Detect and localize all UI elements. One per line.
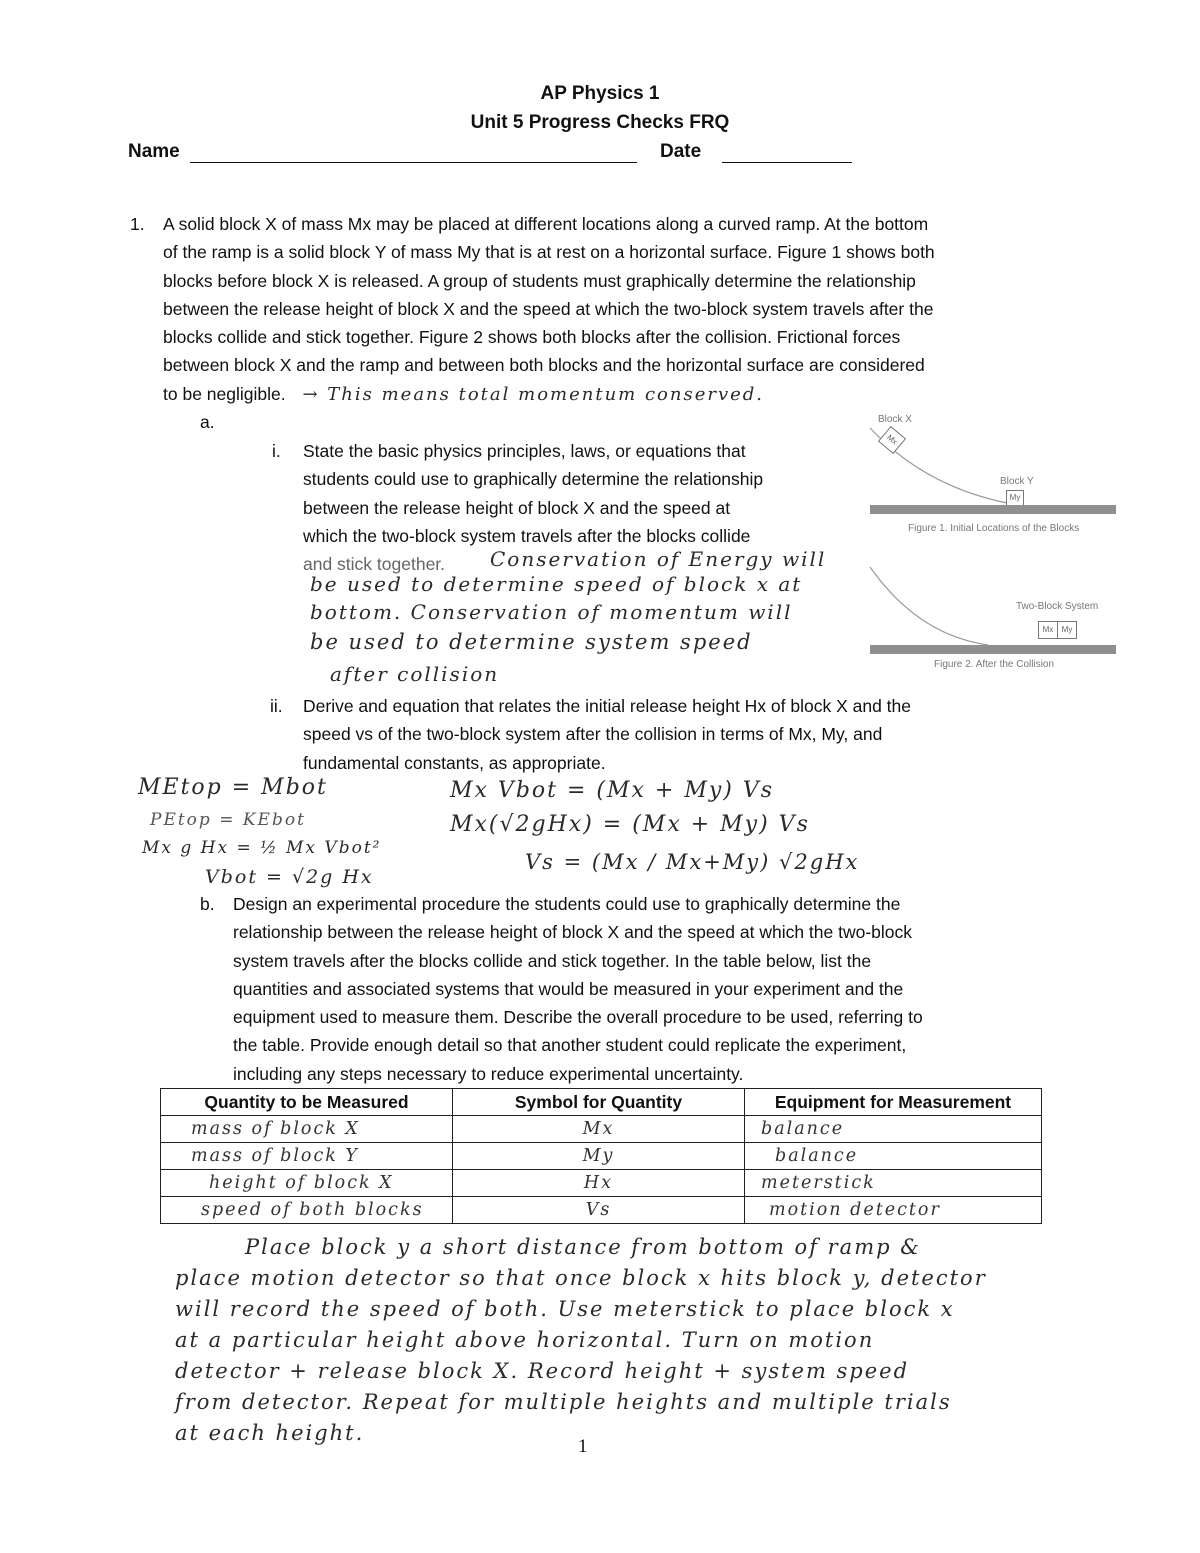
part-a-label: a. <box>200 412 215 432</box>
question-line: blocks collide and stick together. Figure 2 shows both blocks after the collision. Frictional forces <box>163 327 901 348</box>
ramp-curve <box>868 410 1118 510</box>
date-field[interactable] <box>722 162 852 163</box>
handwritten-note: → This means total momentum conserved. <box>302 383 765 405</box>
part-a-i-prompt <box>303 437 848 550</box>
question-line: between the release height of block X and the speed at which the two-block system travels after the <box>163 298 934 319</box>
prompt-line: fundamental constants, as appropriate. <box>303 752 606 773</box>
prompt-line: State the basic physics principles, laws, or equations that <box>303 441 746 461</box>
table-row <box>161 1170 1042 1197</box>
table-header-row <box>161 1089 1042 1116</box>
procedure-line: detector + release block X. Record height + system speed <box>175 1359 910 1383</box>
figure-1-caption: Figure 1. Initial Locations of the Blocks <box>908 523 1080 534</box>
table-header: Equipment for Measurement <box>745 1089 1042 1116</box>
date-label: Date <box>660 141 702 162</box>
table-cell[interactable]: mass of block Y <box>161 1143 453 1170</box>
prompt-line: speed vs of the two-block system after the collision in terms of Mx, My, and <box>303 724 883 745</box>
prompt-line: including any steps necessary to reduce experimental uncertainty. <box>233 1063 744 1084</box>
question-last-text: to be negligible. <box>163 383 286 404</box>
procedure-line: from detector. Repeat for multiple heights and multiple trials <box>175 1390 952 1414</box>
question-number: 1. <box>130 214 145 234</box>
procedure-answer <box>175 1232 1075 1449</box>
prompt-line: Design an experimental procedure the students could use to graphically determine the <box>233 894 901 914</box>
table-cell[interactable]: height of block X <box>161 1170 453 1197</box>
question-line: A solid block X of mass Mx may be placed at different locations along a curved ramp. At the bottom <box>163 214 929 234</box>
work-line: Mx g Hx = ½ Mx Vbot² <box>142 838 382 858</box>
answer-line: be used to determine system speed <box>310 630 753 654</box>
figure-2-caption: Figure 2. After the Collision <box>934 659 1055 670</box>
two-block-system-label: Two-Block System <box>1016 601 1099 612</box>
block-x: Mx <box>1038 621 1058 639</box>
prompt-line: Derive and equation that relates the initial release height Hx of block X and the <box>303 696 912 716</box>
prompt-line: quantities and associated systems that would be measured in your experiment and the <box>233 978 904 999</box>
question-line: of the ramp is a solid block Y of mass My that is at rest on a horizontal surface. Figure 1 shows both <box>163 242 935 263</box>
work-line: Vs = (Mx / Mx+My) √2gHx <box>525 850 860 874</box>
answer-line: Conservation of Energy will <box>490 547 827 571</box>
question-body <box>163 210 1063 409</box>
prompt-line: equipment used to measure them. Describe the overall procedure to be used, referring to <box>233 1007 923 1028</box>
page-title: Unit 5 Progress Checks FRQ <box>470 112 730 133</box>
table-cell[interactable]: meterstick <box>745 1170 1042 1197</box>
procedure-line: at a particular height above horizontal. Turn on motion <box>175 1328 875 1352</box>
prompt-line: system travels after the blocks collide and stick together. In the table below, list the <box>233 950 872 971</box>
block-x-label: Block X <box>878 414 912 425</box>
table-header: Symbol for Quantity <box>453 1089 745 1116</box>
table-row <box>161 1197 1042 1224</box>
answer-line: be used to determine speed of block x at <box>310 572 803 596</box>
page-number: 1 <box>578 1436 588 1457</box>
table-cell[interactable]: Hx <box>453 1170 745 1197</box>
procedure-line: place motion detector so that once block x hits block y, detector <box>175 1266 987 1290</box>
procedure-line: at each height. <box>175 1421 365 1445</box>
prompt-line: which the two-block system travels after the blocks collide <box>303 525 751 546</box>
table-cell[interactable]: balance <box>745 1116 1042 1143</box>
question-line: between block X and the ramp and between both blocks and the horizontal surface are considered <box>163 355 925 376</box>
work-line: MEtop = Mbot <box>138 775 328 800</box>
name-field[interactable] <box>190 162 637 163</box>
part-b-prompt <box>233 890 1053 1088</box>
table-cell[interactable]: My <box>453 1143 745 1170</box>
prompt-line: relationship between the release height of block X and the speed at which the two-block <box>233 922 913 943</box>
block-y-label: Block Y <box>1000 476 1034 487</box>
figure-2 <box>868 565 1118 675</box>
course-title: AP Physics 1 <box>540 83 660 104</box>
procedure-line: will record the speed of both. Use meterstick to place block x <box>175 1297 955 1321</box>
work-line: PEtop = KEbot <box>150 810 306 830</box>
table-cell[interactable]: motion detector <box>745 1197 1042 1224</box>
table-cell[interactable]: balance <box>745 1143 1042 1170</box>
ground-surface <box>870 645 1116 654</box>
table-cell[interactable]: speed of both blocks <box>161 1197 453 1224</box>
work-line: Vbot = √2g Hx <box>205 866 374 888</box>
table-cell[interactable]: mass of block X <box>161 1116 453 1143</box>
prompt-line: students could use to graphically determine the relationship <box>303 469 764 490</box>
table-header: Quantity to be Measured <box>161 1089 453 1116</box>
table-cell[interactable]: Mx <box>453 1116 745 1143</box>
part-b-label: b. <box>200 894 215 914</box>
procedure-line: Place block y a short distance from bottom of ramp & <box>245 1235 921 1259</box>
block-y: My <box>1006 490 1024 506</box>
part-a-ii-label: ii. <box>270 696 283 716</box>
figure-1 <box>868 410 1118 535</box>
question-line: blocks before block X is released. A group of students must graphically determine the relationship <box>163 270 916 291</box>
part-a-i-label: i. <box>272 441 281 461</box>
work-line: Mx(√2gHx) = (Mx + My) Vs <box>450 812 810 837</box>
measurement-table <box>160 1088 1042 1224</box>
block-y: My <box>1057 621 1077 639</box>
part-a-ii-prompt <box>303 692 1023 777</box>
table-row <box>161 1116 1042 1143</box>
name-label: Name <box>128 141 180 162</box>
table-cell[interactable]: Vs <box>453 1197 745 1224</box>
answer-line: bottom. Conservation of momentum will <box>310 600 793 624</box>
work-line: Mx Vbot = (Mx + My) Vs <box>450 778 775 803</box>
question-line-last <box>163 380 1063 409</box>
block-x: Mx <box>878 426 906 454</box>
table-row <box>161 1143 1042 1170</box>
prompt-line: the table. Provide enough detail so that another student could replicate the experiment, <box>233 1035 907 1056</box>
prompt-line-last: and stick together. <box>303 554 446 574</box>
ground-surface <box>870 505 1116 514</box>
prompt-line: between the release height of block X and the speed at <box>303 497 731 518</box>
answer-line: after collision <box>330 662 500 686</box>
